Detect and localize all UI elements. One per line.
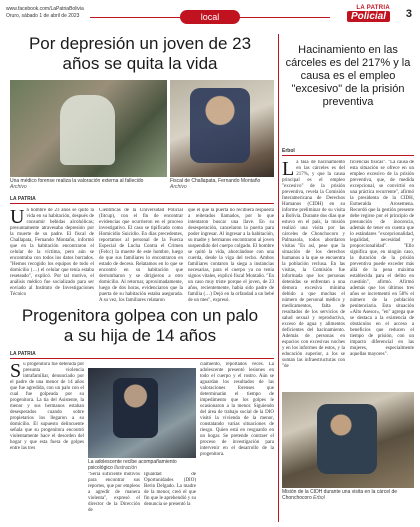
section-badge: local (180, 10, 240, 24)
brand-top: LA PATRIA (356, 5, 390, 11)
article3-headline: Hacinamiento en las cárceles es del 217% y la causa es el empleo "excesivo" de la prisión preventiva (285, 44, 411, 108)
article3-dropcap: L (282, 160, 295, 180)
article1-col2-text: Científicas de la Universidad Policial (Iitcup), con el fin de encontrar evidencias que ocurrieron en el proceso investigativo. El caso se tipificado como Homicidio Suicidio. En días precedentes, reportamos al personal de la Fuerza Especial de Lucha Contra el Crimen (Felcc) la muerte de este hombre, luego de que sus familiares lo encontraron en estado de deceso. Relatamos en lo que se encontró en su habitación que derrumbaron y se dirigieron a otro domicilio. Al retornar, aproximadamente, luego de dos horas, evidenciaron que la puerta de su habitación estaba asegurada. A su vez, los familiares relataron (99, 208, 183, 303)
article1-photo-forensic (10, 80, 167, 177)
article1-col3-text: que el que la puerta no recibiera respuesta a reiterados llamados, por lo que intentaron buscar una llave. En su desesperación, cancelaron la puerta para poder ingresar. Al ingresar a la habitación, su madre y hermanos encontraron al joven suspendido del cuerpo colgado. El hombre se quitó la vida, ahorcándose con una cuerda, desde la viga del techo. Ambos familiares contaron la siega a instancias necesarias, para el cuerpo ya no tenía signos vitales, explicó fiscal Montaño. "En un caso muy triste porque el joven, de 23 años, recientemente, había sido padre de familia (…) Dejó en la orfandad a un bebé de un mes", expresó. (188, 208, 274, 303)
caption4-text: Misión de la CIDH durante una visita en la cárcel de Chonchocoro (282, 489, 398, 501)
caption3-credit: Ilustración (114, 465, 137, 471)
article3-col2-text: ficiencias físicas". "La causa de esta situación se ofrece en un empleo excesivo de la prisión preventiva, que, de medida excepcional, se convirtió en una práctica recurrente", afirmó la presidenta de la CIDH, Esmeralda Arosemena. Recordó que la gestión presente debe regirse por el principio de presunción de inocencia, además de tener en cuenta que lo estándares "excepcionalidad, legalidad, necesidad y proporcionalidad". "Ello significa que, en ningún caso, la duración de la prisión preventiva puede exceder más allá de la pena máxima establecida para el delito en cuestión", afirmó. Afirmó además que los últimos tres años se incrementó en 58% el número de la población penitenciaria. Esta situación «Alto Asesor», "en" agrega que se destaca a la existencia de obstáculos en el acceso a beneficios que reducen el tiempo de prisión, con un impacto diferencial en las mujeres, especialmente aquellas mayores". (350, 160, 414, 357)
article1-photo-fiscal (170, 80, 274, 177)
article2-caption (88, 459, 196, 471)
article2-rule (10, 358, 274, 359)
article2-byline: LA PATRIA (10, 351, 36, 357)
article1-caption2 (170, 178, 274, 190)
caption4-credit: Erbol (313, 495, 325, 501)
article2-col4-text: ciamiento, reportados veces. La adolescente presentó lesiones en todo el cuerpo y el rostro. Aún se aguardan los resultados de las valoraciones forenses que determinarán el tiempo de impedimento que los golpes le ocasionaron a la menor. Siguiendo del área de trabajo social de la DIO visitó la vivienda de la menor, constatando varias situaciones de riesgo. Quien está en resguardo en un hogar. Se pretende contraer el proceso de investigación para intervenir en el desarrollo de la progenitora. (200, 362, 274, 457)
article1-column-1 (10, 208, 94, 304)
article3-column-1 (282, 160, 345, 390)
article2-col1-text: u progenitora fue detenida por presunta violencia intrafamiliar, denunciado por el padre de una menor de 14 años que fue agredida, con un palo con el cual fue golpeada por su progenitora. La tía del Asistente, la menor y sus hermanos estaban desesperados cuando sobre propietarios los llegaron a su domicilio. El supuesto delincuente señala que su progenitora encontró violentamente hace el desorden del hogar y que esta fuera de golpes entre las tres (10, 362, 84, 451)
article1-headline: Por depresión un joven de 23 años se quita la vida (28, 34, 252, 73)
article3-rule (282, 155, 414, 156)
article2-col3-text: Igualdad de Oportunidades (DIO) Berin Delgado. La madre de la menor, creó el que fin que le aprehendió y su denuncia se presentó la (144, 472, 196, 507)
header-meta (6, 6, 84, 20)
article1-column-3 (188, 208, 274, 304)
header-web: www.facebook.com/LaPatriaBolivia (6, 6, 84, 12)
article1-byline: LA PATRIA (10, 196, 36, 202)
article1-column-2 (99, 208, 183, 304)
article3-byline: Erbol (282, 148, 295, 154)
article3-column-2 (350, 160, 414, 390)
article2-photo (88, 368, 196, 458)
article2-col2-text: "Sería suficiente motivos para encontrar sus reportes, que por empleos a agredir de manera violenta", expresó el director de la Dirección de (88, 472, 140, 513)
article1-dropcap: U (10, 208, 25, 228)
brand-logo (347, 5, 390, 22)
article2-column-2 (88, 472, 140, 522)
article2-column-1 (10, 362, 84, 522)
article3-photo (282, 392, 414, 488)
caption3-text: La adolescente recibe acompañamiento psicológico (88, 459, 177, 471)
caption2-credit: Archivo (170, 184, 187, 190)
column-separator (278, 34, 279, 522)
article1-caption1 (10, 178, 167, 190)
article1-col1-text: n hombre de 23 años se quitó la vida en su habitación, después de consumir bebidas alcohólicas; presuntamente atravesaba depresión por la muerte de su padre. El fiscal de Challapata, Fernando Montaño, informó que en la habitación encontraron el celular de la víctima, pero aún se encontraba con todos los datos borrados. "Hemos recogido los equipos de todo el domicilio (…) el celular que tenía estaba reseteado", explicó. Por tal motivo, el análisis médico fue socializado para ser enviado al Instituto de Investigaciones Técnico (10, 208, 94, 297)
page-number: 3 (405, 8, 412, 20)
caption1-credit: Archivo (10, 184, 27, 190)
article1-rule (10, 203, 274, 204)
brand-bottom: Policial (347, 11, 390, 22)
article2-dropcap: S (10, 362, 22, 382)
article3-col1-text: a tasa de hacinamiento en las cárceles es del 217%, y que la causa principal es el empleo "excesivo" de la prisión preventiva, revela la Comisión Interamericana de Derechos Humanos (CIDH) en su informe preliminar de su visita a Bolivia. Durante dos días que estuvo en el país, la misión realizó una visita por las cárceles de Chonchocoro y Palmasola, todos abordaron visitas "Es así, pese que la situación de los derechos humanos a la que se encuentra la población reclusa. En las visitas, la Comisión fue informada que los personas detenidas se enfrentan a una demora excesiva mínima debido a que muchas el número de personal médico y medicamentos, falta de resultados de los servicios de salud sexual y reproductiva, exceso de agua y alimentos deficientes del hacinamiento. Además de personas en espacios con excesivas noches y en los informes de estos, y la educación superior, a los se suman las infraestructuras con "de (282, 160, 345, 369)
article3-caption (282, 489, 414, 501)
article2-headline: Progenitora golpea con un palo a su hija de 14 años (21, 306, 259, 345)
caption2-text: Fiscal de Challapata, Fernando Montaño (170, 178, 261, 184)
page-header (0, 0, 420, 30)
caption1-text: Una médico forense realiza la valoración externa al fallecido (10, 178, 144, 184)
article2-column-4 (200, 362, 274, 522)
article2-column-3 (144, 472, 196, 522)
header-date: Oruro, sábado 1 de abril de 2023 (6, 13, 80, 19)
